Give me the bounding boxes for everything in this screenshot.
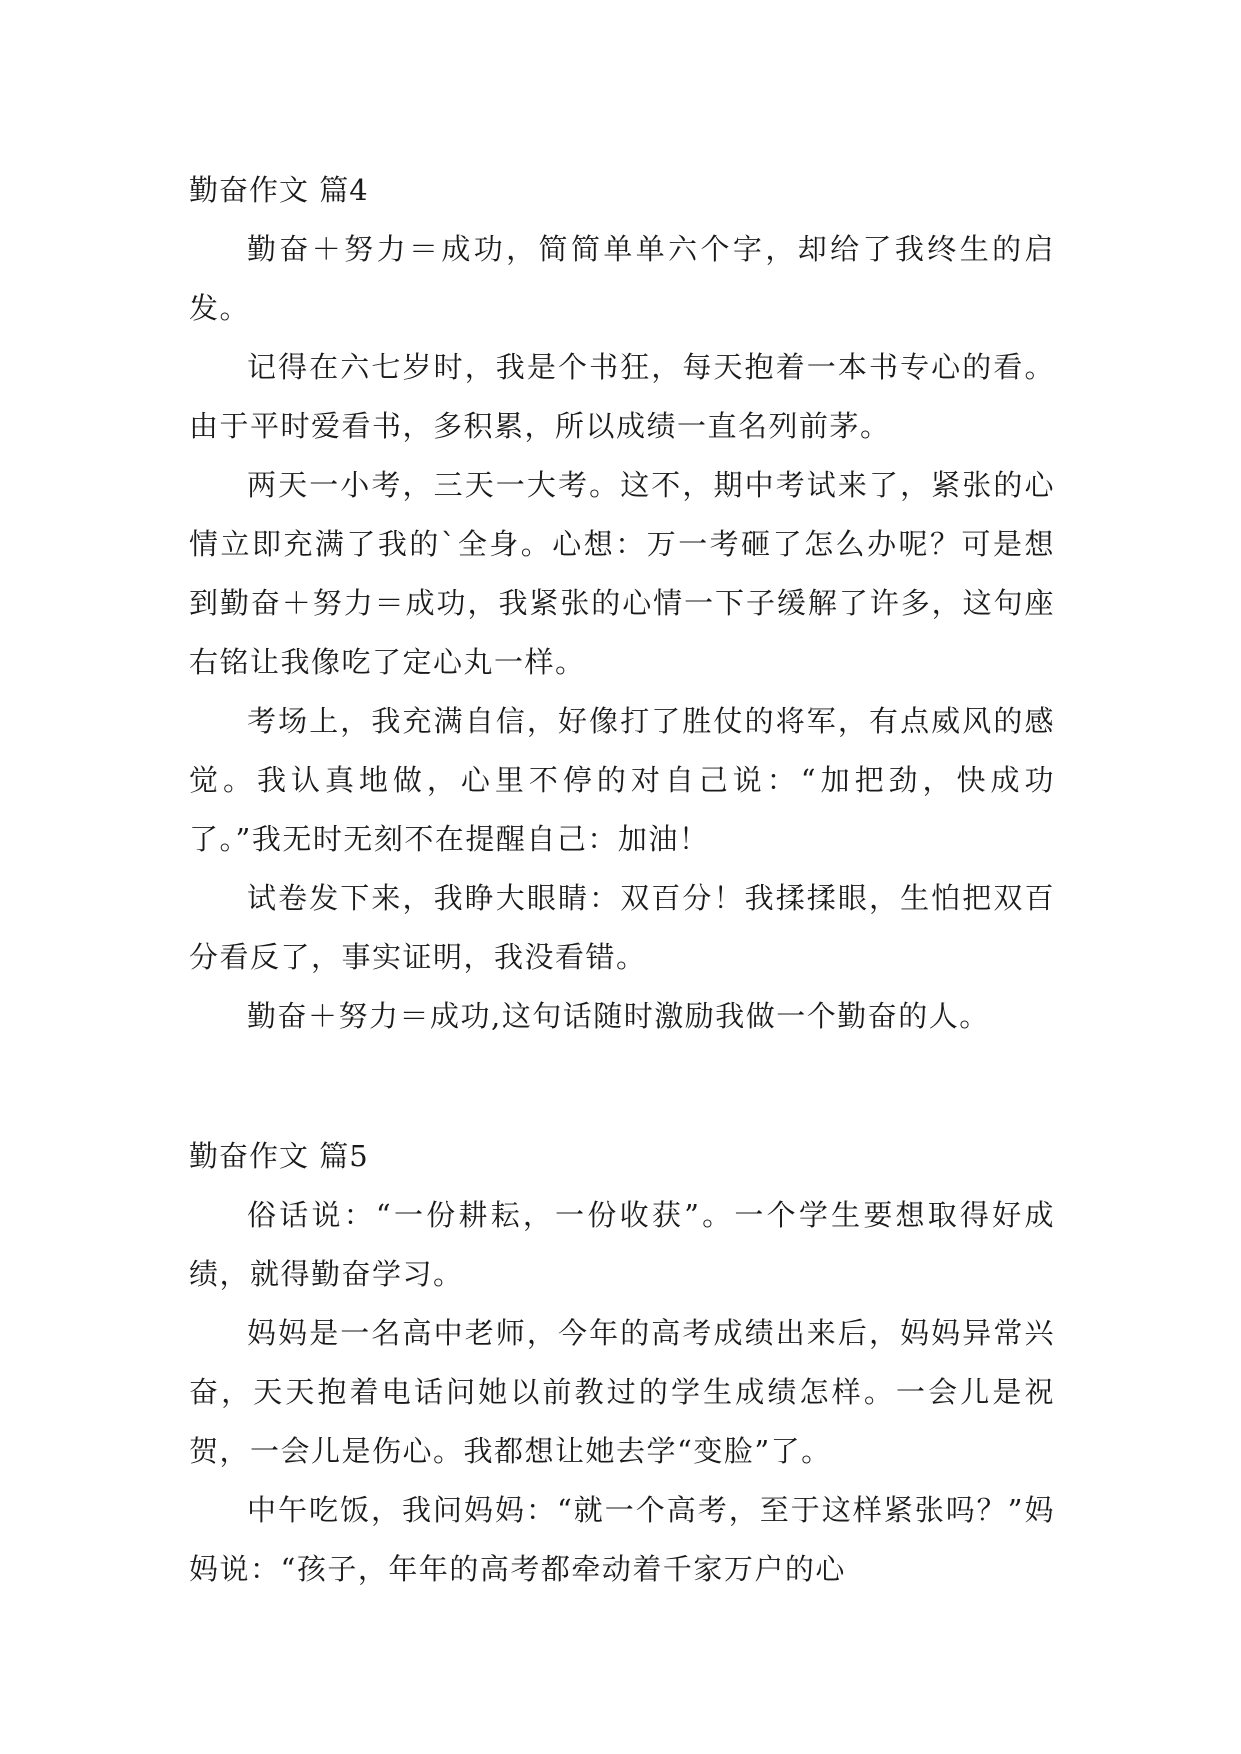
paragraph: 试卷发下来，我睁大眼睛：双百分！我揉揉眼，生怕把双百分看反了，事实证明，我没看错。 — [189, 881, 1055, 974]
paragraph: 勤奋＋努力＝成功，简简单单六个字，却给了我终生的启发。 — [189, 232, 1055, 325]
paragraph: 勤奋＋努力＝成功,这句话随时激励我做一个勤奋的人。 — [247, 999, 990, 1033]
paragraph: 考场上，我充满自信，好像打了胜仗的将军，有点威风的感觉。我认真地做，心里不停的对自己说：“加把劲，快成功了。”我无时无刻不在提醒自己：加油！ — [189, 704, 1055, 856]
paragraph: 记得在六七岁时，我是个书狂，每天抱着一本书专心的看。由于平时爱看书，多积累，所以成绩一直名列前茅。 — [189, 350, 1055, 443]
essay-text-block — [189, 160, 1055, 1599]
paragraph: 中午吃饭，我问妈妈：“就一个高考，至于这样紧张吗？”妈妈说：“孩子，年年的高考都牵动着千家万户的心 — [189, 1493, 1055, 1586]
paragraph: 妈妈是一名高中老师，今年的高考成绩出来后，妈妈异常兴奋，天天抱着电话问她以前教过的学生成绩怎样。一会儿是祝贺，一会儿是伤心。我都想让她去学“变脸”了。 — [189, 1316, 1055, 1468]
section-title-4: 勤奋作文 篇4 — [189, 173, 369, 207]
section-spacer — [189, 1046, 1055, 1126]
paragraph: 俗话说：“一份耕耘，一份收获”。一个学生要想取得好成绩，就得勤奋学习。 — [189, 1198, 1055, 1291]
paragraph: 两天一小考，三天一大考。这不，期中考试来了，紧张的心情立即充满了我的`全身。心想：万一考砸了怎么办呢？可是想到勤奋＋努力＝成功，我紧张的心情一下子缓解了许多，这句座右铭让我像吃了定心丸一样。 — [189, 468, 1055, 679]
section-title-5: 勤奋作文 篇5 — [189, 1139, 369, 1173]
